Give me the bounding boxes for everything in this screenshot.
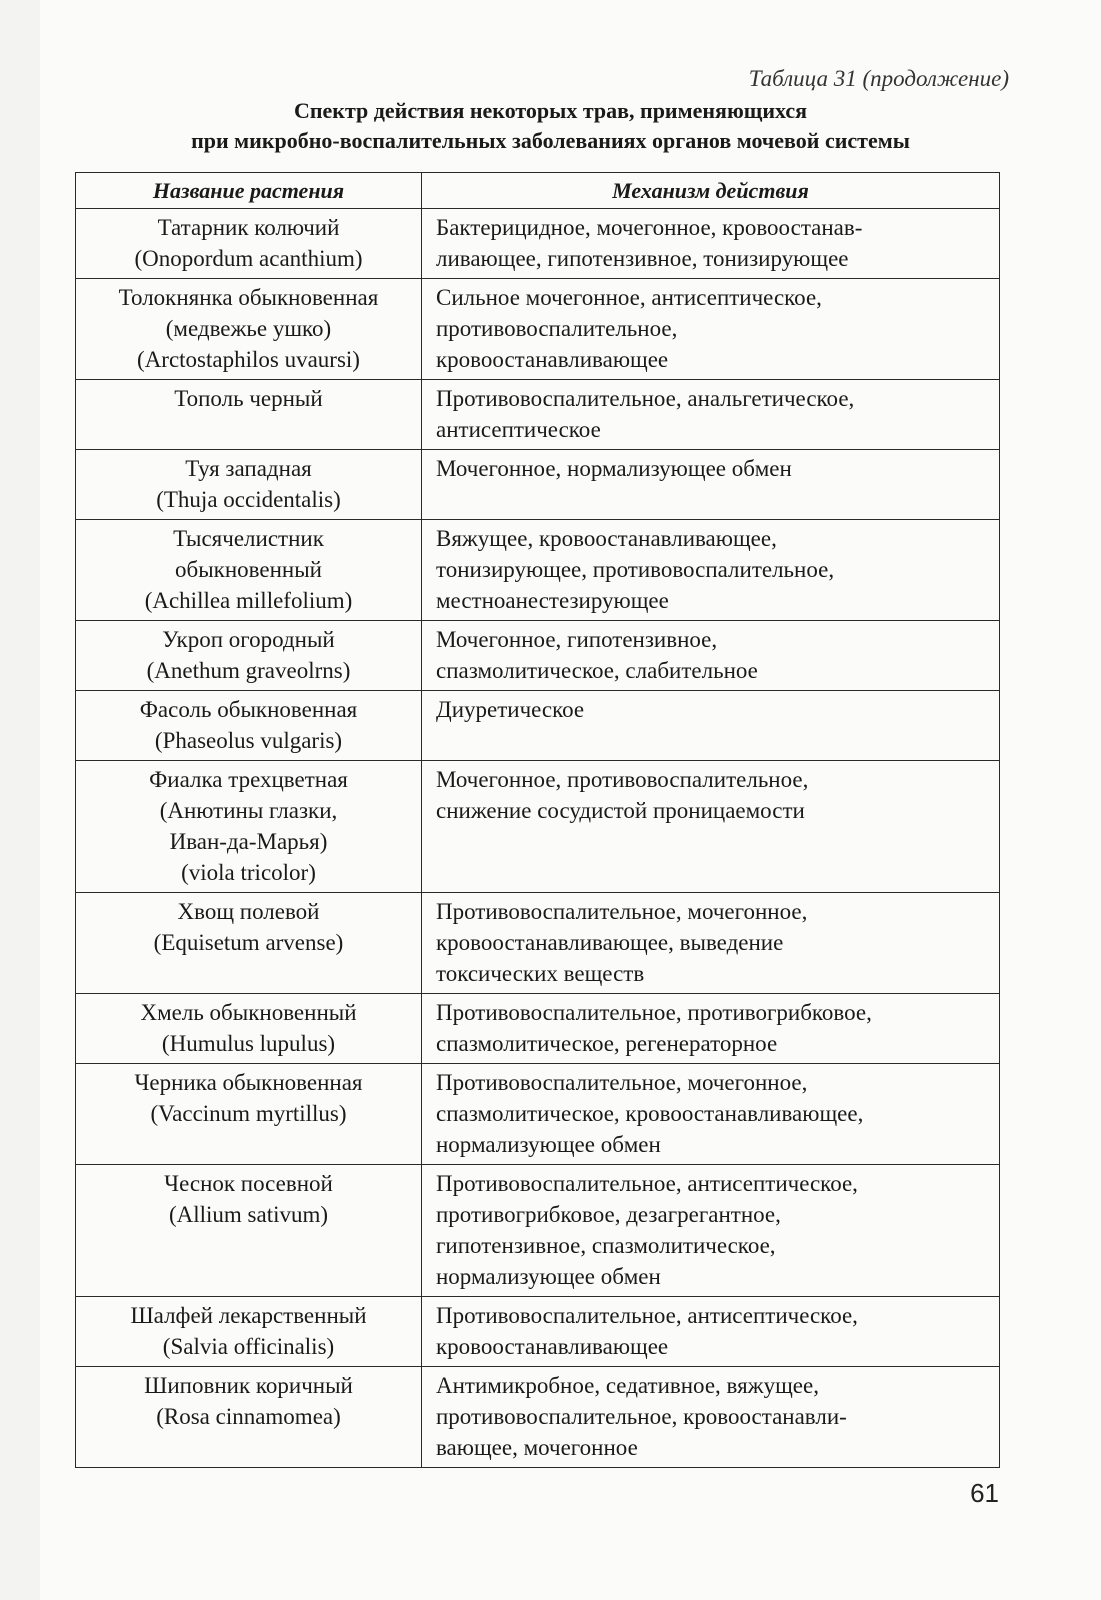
plant-name-cell: Чеснок посевной (Allium sativum)	[76, 1165, 422, 1297]
table-row	[76, 279, 1000, 380]
mechanism-cell: Мочегонное, противовоспалительное, снижение сосудистой проницаемости	[422, 761, 1000, 893]
mechanism-cell: Противовоспалительное, мочегонное, кровоостанавливающее, выведение токсических веществ	[422, 893, 1000, 994]
table-row	[76, 621, 1000, 691]
table-title	[40, 96, 1061, 156]
plant-name-cell: Фиалка трехцветная (Анютины глазки, Иван-да-Марья) (viola tricolor)	[76, 761, 422, 893]
plant-name-cell: Шалфей лекарственный (Salvia officinalis)	[76, 1297, 422, 1367]
mechanism-cell: Сильное мочегонное, антисептическое, противовоспалительное, кровоостанавливающее	[422, 279, 1000, 380]
plant-name-cell: Шиповник коричный (Rosa cinnamomea)	[76, 1367, 422, 1468]
mechanism-cell: Противовоспалительное, противогрибковое, спазмолитическое, регенераторное	[422, 994, 1000, 1064]
plant-name-cell: Хвощ полевой (Equisetum arvense)	[76, 893, 422, 994]
table-row	[76, 1165, 1000, 1297]
herbs-table	[75, 172, 1000, 1468]
mechanism-cell: Вяжущее, кровоостанавливающее, тонизирующее, противовоспалительное, местноанестезирующее	[422, 520, 1000, 621]
mechanism-cell: Бактерицидное, мочегонное, кровоостанав- ливающее, гипотензивное, тонизирующее	[422, 209, 1000, 279]
table-row	[76, 520, 1000, 621]
plant-name-cell: Толокнянка обыкновенная (медвежье ушко) (Arctostaphilos uvaursi)	[76, 279, 422, 380]
title-line-2: при микробно-воспалительных заболеваниях органов мочевой системы	[191, 128, 910, 153]
mechanism-cell: Мочегонное, нормализующее обмен	[422, 450, 1000, 520]
mechanism-cell: Противовоспалительное, антисептическое, кровоостанавливающее	[422, 1297, 1000, 1367]
table-row	[76, 994, 1000, 1064]
mechanism-cell: Противовоспалительное, мочегонное, спазмолитическое, кровоостанавливающее, нормализующее обмен	[422, 1064, 1000, 1165]
table-row	[76, 1064, 1000, 1165]
table-row	[76, 691, 1000, 761]
table-row	[76, 893, 1000, 994]
table-row	[76, 209, 1000, 279]
mechanism-cell: Антимикробное, седативное, вяжущее, противовоспалительное, кровоостанавли- вающее, мочегонное	[422, 1367, 1000, 1468]
table-row	[76, 761, 1000, 893]
mechanism-cell: Мочегонное, гипотензивное, спазмолитическое, слабительное	[422, 621, 1000, 691]
page-number: 61	[970, 1478, 999, 1508]
plant-name-cell: Укроп огородный (Anethum graveolrns)	[76, 621, 422, 691]
table-row	[76, 450, 1000, 520]
mechanism-cell: Диуретическое	[422, 691, 1000, 761]
table-row	[76, 1297, 1000, 1367]
table-caption: Таблица 31 (продолжение)	[748, 66, 1009, 91]
plant-name-cell: Хмель обыкновенный (Humulus lupulus)	[76, 994, 422, 1064]
header-plant-name: Название растения	[76, 173, 422, 209]
table-header-row	[76, 173, 1000, 209]
table-row	[76, 380, 1000, 450]
header-mechanism: Механизм действия	[422, 173, 1000, 209]
plant-name-cell: Туя западная (Thuja occidentalis)	[76, 450, 422, 520]
plant-name-cell: Тополь черный	[76, 380, 422, 450]
table-row	[76, 1367, 1000, 1468]
mechanism-cell: Противовоспалительное, антисептическое, противогрибковое, дезагрегантное, гипотензивное, спазмолитическое, нормализующее обмен	[422, 1165, 1000, 1297]
plant-name-cell: Татарник колючий (Onopordum acanthium)	[76, 209, 422, 279]
plant-name-cell: Черника обыкновенная (Vaccinum myrtillus)	[76, 1064, 422, 1165]
mechanism-cell: Противовоспалительное, анальгетическое, антисептическое	[422, 380, 1000, 450]
plant-name-cell: Тысячелистник обыкновенный (Achillea millefolium)	[76, 520, 422, 621]
plant-name-cell: Фасоль обыкновенная (Phaseolus vulgaris)	[76, 691, 422, 761]
title-line-1: Спектр действия некоторых трав, применяющихся	[293, 98, 808, 123]
